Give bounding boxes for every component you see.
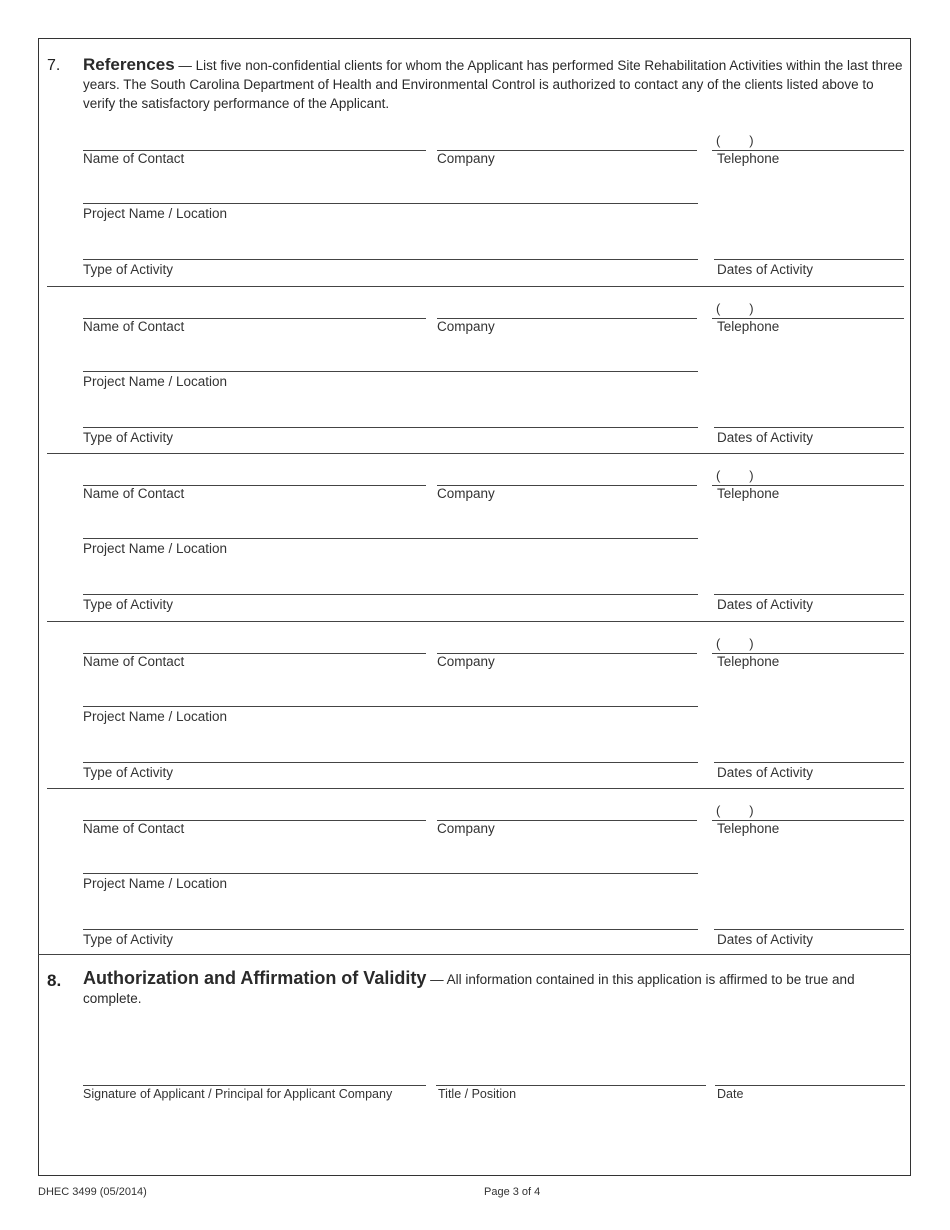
ref2-area-code[interactable]: ( )	[716, 301, 754, 316]
ref5-dates-line[interactable]	[714, 929, 904, 930]
ref2-activity-line[interactable]	[83, 427, 698, 428]
ref2-project-line[interactable]	[83, 371, 698, 372]
ref1-telephone-label: Telephone	[717, 151, 780, 166]
section-7-intro	[83, 55, 908, 113]
ref2-dates-line[interactable]	[714, 427, 904, 428]
page-number: Page 3 of 4	[484, 1186, 541, 1198]
ref3-project-line[interactable]	[83, 538, 698, 539]
ref4-telephone-label: Telephone	[717, 654, 780, 669]
ref5-telephone-label: Telephone	[717, 821, 780, 836]
reference-divider	[47, 788, 904, 789]
ref4-area-code[interactable]: ( )	[716, 636, 754, 651]
ref4-dates-label: Dates of Activity	[717, 765, 814, 780]
ref3-company-label: Company	[437, 486, 495, 501]
ref5-area-code[interactable]: ( )	[716, 803, 754, 818]
ref5-contact-label: Name of Contact	[83, 821, 185, 836]
section-divider	[38, 954, 911, 955]
ref2-telephone-label: Telephone	[717, 319, 780, 334]
ref4-project-line[interactable]	[83, 706, 698, 707]
ref2-activity-label: Type of Activity	[83, 430, 174, 445]
form-id: DHEC 3499 (05/2014)	[38, 1186, 147, 1198]
ref2-contact-label: Name of Contact	[83, 319, 185, 334]
date-label: Date	[717, 1087, 744, 1101]
section-8-number: 8.	[47, 971, 62, 990]
ref3-activity-line[interactable]	[83, 594, 698, 595]
ref1-dates-label: Dates of Activity	[717, 262, 814, 277]
ref4-activity-label: Type of Activity	[83, 765, 174, 780]
ref1-activity-label: Type of Activity	[83, 262, 174, 277]
title-position-label: Title / Position	[438, 1087, 517, 1101]
ref4-contact-label: Name of Contact	[83, 654, 185, 669]
date-line[interactable]	[715, 1085, 905, 1086]
ref3-dates-label: Dates of Activity	[717, 597, 814, 612]
ref4-project-label: Project Name / Location	[83, 709, 228, 724]
reference-divider	[47, 621, 904, 622]
title-position-line[interactable]	[436, 1085, 706, 1086]
section-7-description: — List five non-confidential clients for whom the Applicant has performed Site Rehabilitation Activities within the last three years. The South Carolina Department of Health and Environmental Control is authorized to contact any of the clients listed above to verify the satisfactory performance of the Applicant.	[83, 58, 903, 111]
ref1-project-line[interactable]	[83, 203, 698, 204]
ref5-activity-label: Type of Activity	[83, 932, 174, 947]
ref1-area-code[interactable]: ( )	[716, 133, 754, 148]
ref5-activity-line[interactable]	[83, 929, 698, 930]
ref5-project-label: Project Name / Location	[83, 876, 228, 891]
ref2-company-label: Company	[437, 319, 495, 334]
ref4-company-label: Company	[437, 654, 495, 669]
section-8-intro	[83, 969, 893, 1008]
ref5-dates-label: Dates of Activity	[717, 932, 814, 947]
section-7-number: 7.	[47, 57, 61, 74]
ref1-contact-label: Name of Contact	[83, 151, 185, 166]
ref4-activity-line[interactable]	[83, 762, 698, 763]
section-7-title: References	[83, 55, 175, 74]
ref1-dates-line[interactable]	[714, 259, 904, 260]
ref3-contact-label: Name of Contact	[83, 486, 185, 501]
ref1-company-label: Company	[437, 151, 495, 166]
ref1-activity-line[interactable]	[83, 259, 698, 260]
ref3-activity-label: Type of Activity	[83, 597, 174, 612]
signature-line[interactable]	[83, 1085, 426, 1086]
ref5-project-line[interactable]	[83, 873, 698, 874]
section-8-title: Authorization and Affirmation of Validity	[83, 968, 427, 988]
ref1-project-label: Project Name / Location	[83, 206, 228, 221]
ref3-project-label: Project Name / Location	[83, 541, 228, 556]
section-8-description: — All information contained in this application is affirmed to be true and complete.	[83, 972, 855, 1006]
ref5-company-label: Company	[437, 821, 495, 836]
ref2-project-label: Project Name / Location	[83, 374, 228, 389]
ref3-telephone-label: Telephone	[717, 486, 780, 501]
ref3-area-code[interactable]: ( )	[716, 468, 754, 483]
ref2-dates-label: Dates of Activity	[717, 430, 814, 445]
reference-divider	[47, 286, 904, 287]
reference-divider	[47, 453, 904, 454]
ref3-dates-line[interactable]	[714, 594, 904, 595]
ref4-dates-line[interactable]	[714, 762, 904, 763]
signature-label: Signature of Applicant / Principal for Applicant Company	[83, 1087, 393, 1101]
